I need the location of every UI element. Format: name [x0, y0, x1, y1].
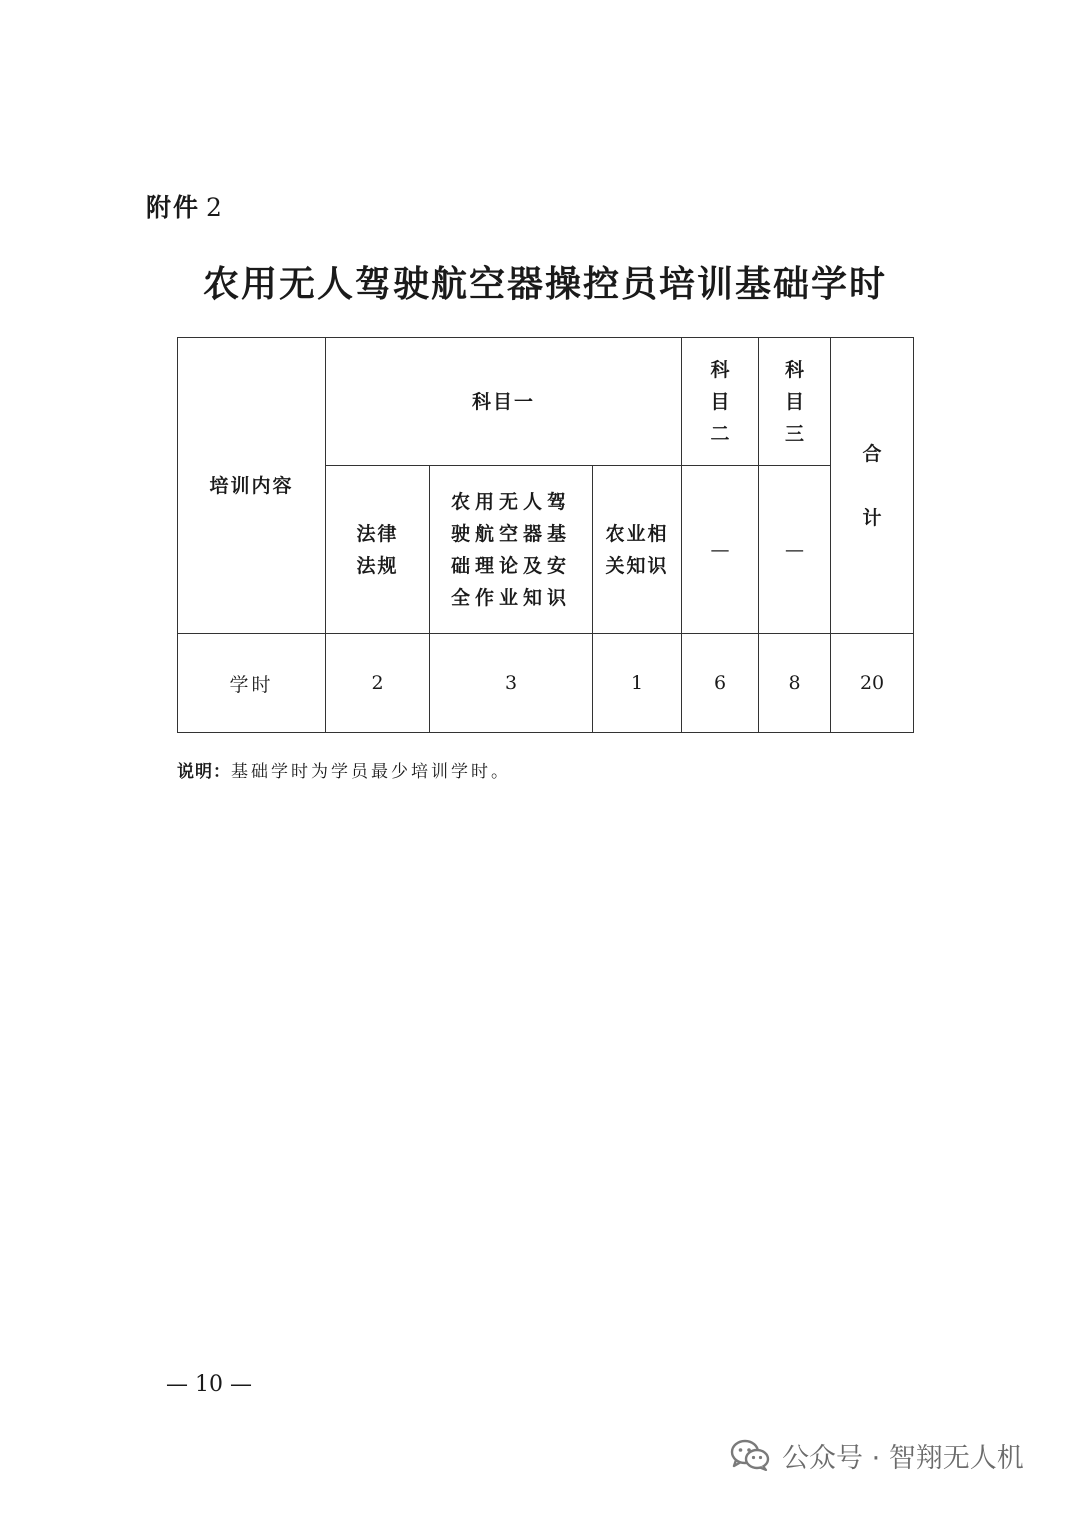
subject-one-label: 科目一: [472, 390, 536, 413]
theory-subject-label: 农用无人驾驶航空器基础理论及安全作业知识: [450, 490, 571, 609]
note-text: 基础学时为学员最少培训学时。: [231, 762, 511, 782]
subject-two-header: [682, 338, 759, 466]
training-content-label: 培训内容: [209, 474, 294, 497]
hours-label: 学时: [229, 673, 274, 696]
note-label: 说明：: [177, 762, 231, 782]
hours-total-cell: [831, 634, 914, 733]
agri-subject-label: 农业相关知识: [605, 522, 669, 577]
page-number: — 10 —: [166, 1372, 252, 1397]
law-subject-label: 法律法规: [356, 522, 399, 577]
subject-two-dash: —: [710, 538, 730, 561]
subject-two-dash-cell: [682, 466, 759, 634]
hours-theory: 3: [504, 672, 518, 694]
subject-three-label: 科目三: [785, 358, 805, 445]
hours-subject-two: 6: [713, 672, 727, 694]
hours-label-cell: [178, 634, 326, 733]
subject-two-label: 科目二: [710, 358, 730, 445]
agri-subject-cell: [593, 466, 682, 634]
document-title: 农用无人驾驶航空器操控员培训基础学时: [202, 263, 887, 305]
law-subject-cell: [326, 466, 430, 634]
total-label: 合计: [862, 442, 882, 529]
note: [177, 757, 511, 782]
hours-law-cell: [326, 634, 430, 733]
watermark: [730, 1433, 1024, 1477]
hours-law: 2: [371, 672, 384, 694]
training-hours-table: [177, 337, 914, 733]
attachment-label: [146, 188, 224, 224]
hours-subject-two-cell: [682, 634, 759, 733]
subject-three-dash-cell: [759, 466, 831, 634]
attachment-label-text: 附件: [146, 193, 201, 222]
total-header: [831, 338, 914, 634]
attachment-number: 2: [206, 193, 224, 222]
subject-one-header: [326, 338, 682, 466]
hours-agri-cell: [593, 634, 682, 733]
hours-theory-cell: [430, 634, 593, 733]
hours-total: 20: [859, 672, 885, 694]
hours-agri: 1: [630, 672, 644, 694]
subject-three-header: [759, 338, 831, 466]
hours-subject-three-cell: [759, 634, 831, 733]
watermark-text: 公众号 · 智翔无人机: [782, 1442, 1024, 1474]
subject-three-dash: —: [785, 538, 805, 561]
hours-subject-three: 8: [788, 672, 801, 694]
wechat-icon: [730, 1439, 770, 1471]
theory-subject-cell: [430, 466, 593, 634]
row-header-cell: [178, 338, 326, 634]
